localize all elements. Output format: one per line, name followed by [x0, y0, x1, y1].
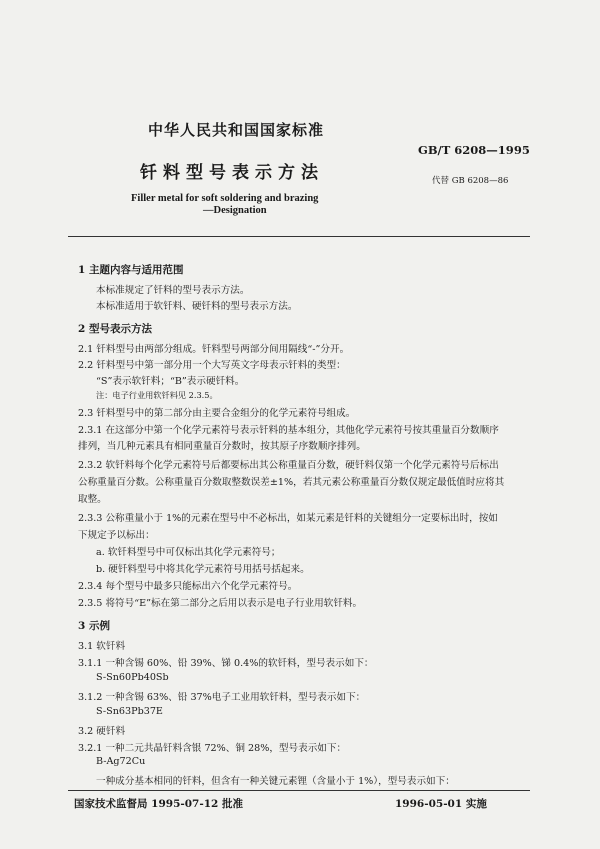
replaces-note: 代替 GB 6208—86 — [432, 176, 509, 186]
example-3-2-1: B-Ag72Cu — [96, 756, 146, 767]
clause-3-1-1: 3.1.1 一种含锡 60%、铅 39%、锑 0.4%的软钎料，型号表示如下： — [78, 658, 374, 669]
clause-2-3-5: 2.3.5 将符号“E”标在第二部分之后用以表示是电子行业用软钎料。 — [78, 598, 363, 609]
section-3-heading: 3 示例 — [78, 620, 110, 632]
clause-2-3-3-item-b: b. 硬钎料型号中将其化学元素符号用括号括起来。 — [96, 564, 310, 575]
footer-rule — [68, 790, 530, 791]
document-title: 钎料型号表示方法 — [140, 163, 324, 183]
clause-3-2: 3.2 硬钎料 — [78, 726, 126, 737]
section-1-paragraph: 本标准适用于软钎料、硬钎料的型号表示方法。 — [96, 301, 298, 312]
clause-2-1: 2.1 钎料型号由两部分组成。钎料型号两部分间用隔线“-”分开。 — [78, 344, 350, 355]
clause-2-3-3-cont: 下规定予以标出： — [78, 530, 155, 541]
english-title-line2: —Designation — [203, 205, 267, 216]
clause-2-3-4: 2.3.4 每个型号中最多只能标出六个化学元素符号。 — [78, 581, 298, 592]
clause-2-3-2-cont: 取整。 — [78, 494, 107, 505]
clause-2-3-1: 2.3.1 在这部分中第一个化学元素符号表示钎料的基本组分，其他化学元素符号按其重量百分数顺序 — [78, 425, 499, 436]
standard-name: 中华人民共和国国家标准 — [148, 121, 325, 139]
clause-2-3-3-item-a: a. 软钎料型号中可仅标出其化学元素符号； — [96, 547, 281, 558]
approval-date: 国家技术监督局 1995-07-12 批准 — [74, 798, 243, 810]
clause-3-1: 3.1 软钎料 — [78, 641, 126, 652]
section-1-heading: 1 主题内容与适用范围 — [78, 264, 184, 276]
clause-2-3-2: 2.3.2 软钎料每个化学元素符号后都要标出其公称重量百分数，硬钎料仅第一个化学元素符号后标出 — [78, 460, 499, 471]
implementation-date: 1996-05-01 实施 — [395, 798, 487, 810]
clause-3-1-2: 3.1.2 一种含锡 63%、铅 37%电子工业用软钎料，型号表示如下： — [78, 692, 366, 703]
clause-2-2-sub: “S”表示软钎料；“B”表示硬钎料。 — [96, 376, 245, 387]
clause-2-2: 2.2 钎料型号中第一部分用一个大写英文字母表示钎料的类型： — [78, 360, 346, 371]
clause-2-3-3: 2.3.3 公称重量小于 1%的元素在型号中不必标出，如某元素是钎料的关键组分一定要标出时，按如 — [78, 513, 498, 524]
clause-3-2-2: 一种成分基本相同的钎料，但含有一种关键元素锂（含量小于 1%），型号表示如下： — [96, 776, 455, 787]
english-title-line1: Filler metal for soft soldering and brazing — [131, 193, 319, 204]
standard-code: GB/T 6208—1995 — [418, 143, 530, 157]
clause-2-3-1-cont: 排列，当几种元素具有相同重量百分数时，按其原子序数顺序排列。 — [78, 441, 366, 452]
example-3-1-1: S-Sn60Pb40Sb — [96, 672, 169, 683]
section-1-paragraph: 本标准规定了钎料的型号表示方法。 — [96, 285, 250, 296]
section-2-heading: 2 型号表示方法 — [78, 323, 152, 335]
example-3-1-2: S-Sn63Pb37E — [96, 706, 163, 717]
header-rule — [68, 236, 530, 237]
clause-2-3-2-cont: 公称重量百分数。公称重量百分数取整数误差±1%，若其元素公称重量百分数仅规定最低值时应将其 — [78, 477, 505, 488]
clause-2-2-note: 注：电子行业用软钎料见 2.3.5。 — [96, 390, 218, 400]
clause-2-3: 2.3 钎料型号中的第二部分由主要合金组分的化学元素符号组成。 — [78, 408, 356, 419]
clause-3-2-1: 3.2.1 一种二元共晶钎料含银 72%、铜 28%，型号表示如下： — [78, 743, 347, 754]
